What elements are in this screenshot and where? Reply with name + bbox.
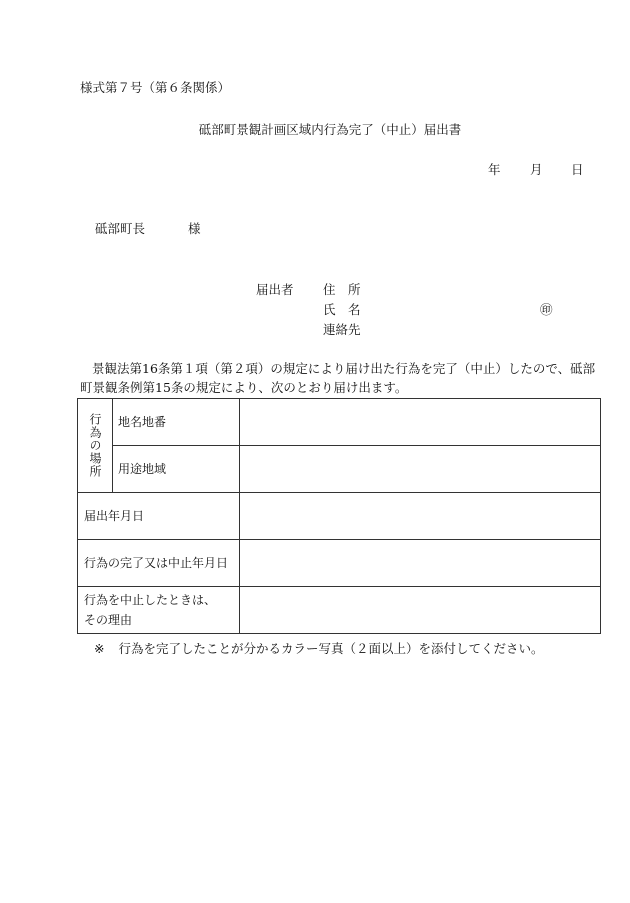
table-row-completion-date <box>78 540 601 587</box>
location-group-cell <box>78 399 113 493</box>
land-use-zone-label: 用途地域 <box>113 446 240 493</box>
table-row-notification-date <box>78 493 601 540</box>
land-use-zone-field[interactable] <box>240 446 601 493</box>
document-title: 砥部町景観計画区域内行為完了（中止）届出書 <box>198 122 462 137</box>
date-day-label: 日 <box>571 162 584 177</box>
reason-label-line1: 行為を中止したときは、 <box>84 592 217 607</box>
footnote-text: 行為を完了したことが分かるカラー写真（２面以上）を添付してください。 <box>118 641 544 656</box>
notification-table <box>77 398 601 634</box>
date-year-label: 年 <box>488 162 501 177</box>
table-row-lot-number <box>78 399 601 446</box>
name-label: 氏 名 <box>323 302 361 317</box>
notification-date-label: 届出年月日 <box>78 493 240 540</box>
lot-number-label: 地名地番 <box>113 399 240 446</box>
reason-field[interactable] <box>240 587 601 634</box>
footnote-mark: ※ <box>94 641 105 656</box>
declaration-text: 景観法第16条第１項（第２項）の規定により届け出た行為を完了（中止）したので、砥部町景観条例第15条の規定により、次のとおり届け出ます。 <box>80 361 596 396</box>
contact-label: 連絡先 <box>323 322 361 337</box>
notifier-label: 届出者 <box>256 282 294 297</box>
table-row-land-use <box>78 446 601 493</box>
address-label: 住 所 <box>323 282 361 297</box>
footnote <box>94 641 544 657</box>
reason-label-line2: その理由 <box>84 613 133 627</box>
location-group-label: 行為の場所 <box>88 413 102 478</box>
lot-number-field[interactable] <box>240 399 601 446</box>
date-month-label: 月 <box>530 162 543 177</box>
addressee-honorific: 様 <box>188 221 201 236</box>
completion-date-label: 行為の完了又は中止年月日 <box>78 540 240 587</box>
addressee-name: 砥部町長 <box>95 221 146 236</box>
notification-date-field[interactable] <box>240 493 601 540</box>
completion-date-field[interactable] <box>240 540 601 587</box>
seal-mark: ㊞ <box>540 302 553 317</box>
reason-label-cell <box>78 587 240 634</box>
form-number: 様式第７号（第６条関係） <box>80 80 231 95</box>
table-row-reason <box>78 587 601 634</box>
